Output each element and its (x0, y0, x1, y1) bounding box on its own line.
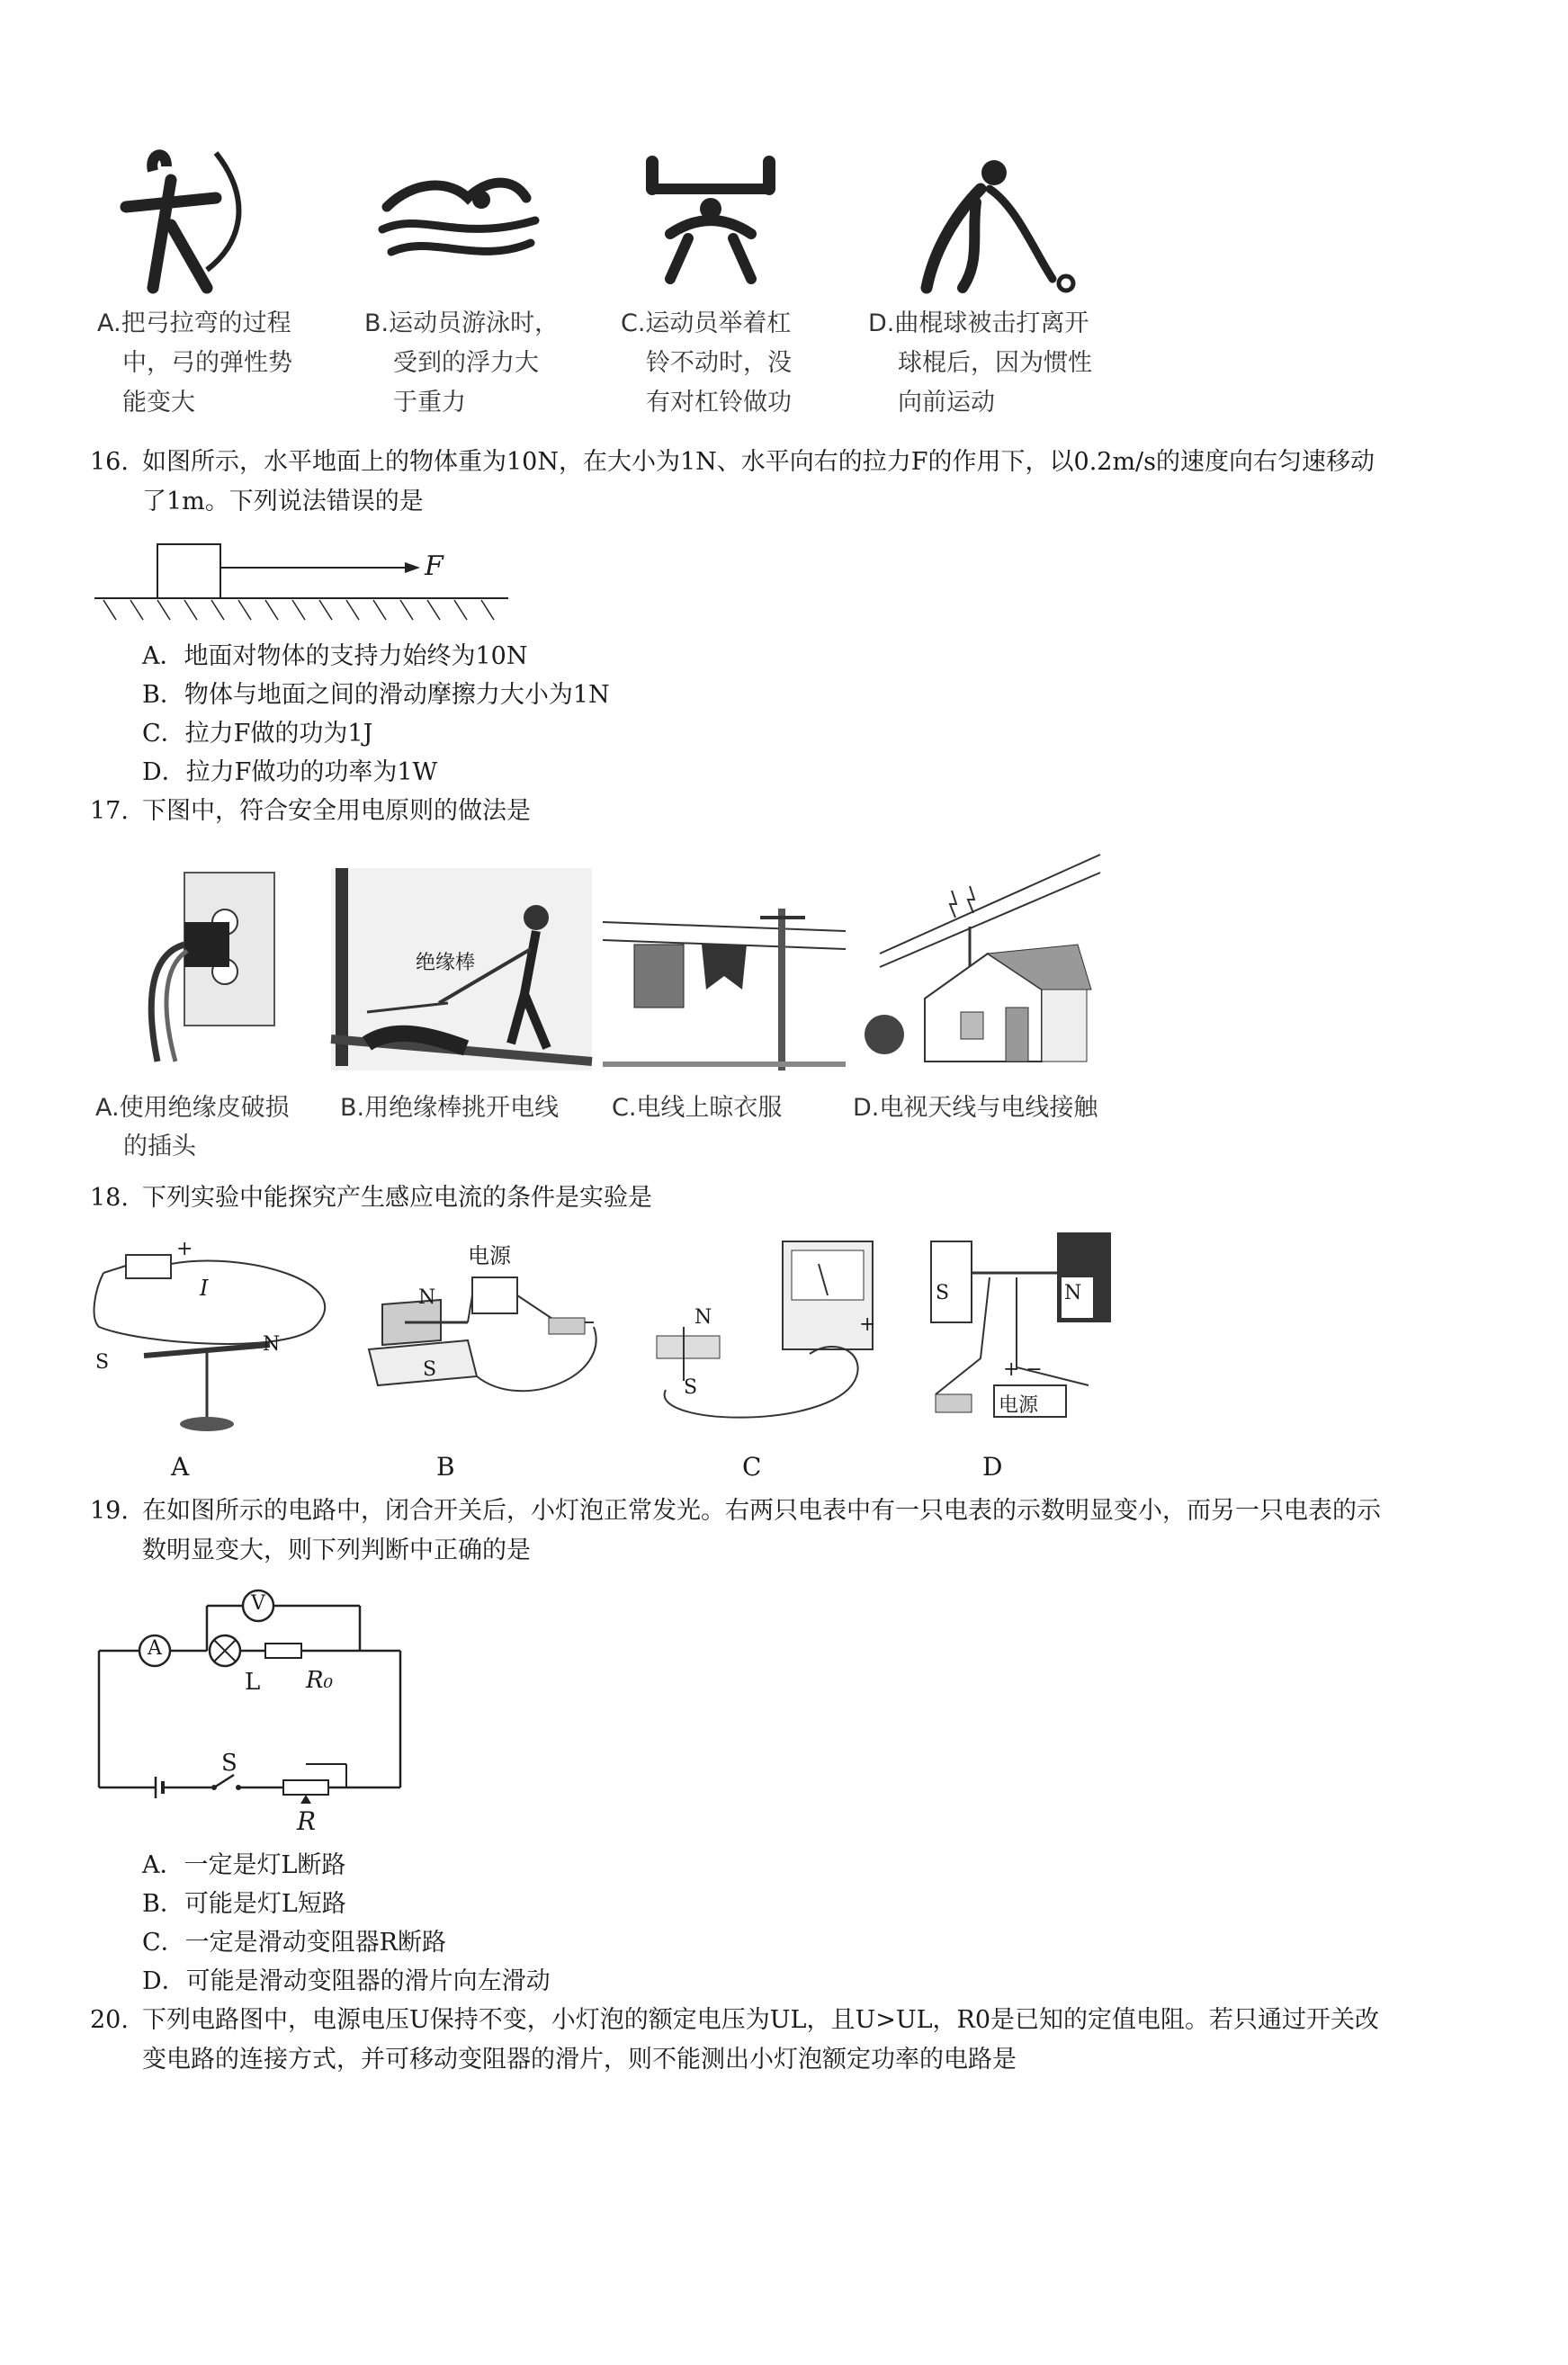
q18-d-s-label: S (936, 1282, 950, 1304)
q18-letter-b: B (436, 1452, 455, 1482)
q17-caption-a: A.使用绝缘皮破损 (95, 1094, 290, 1122)
q15-option-b-line1: B.运动员游泳时， (364, 309, 560, 337)
q18-c-s-label: S (684, 1376, 698, 1399)
q18-letter-a: A (171, 1452, 190, 1482)
q15-option-c-line2: 铃不动时，没 (646, 349, 792, 377)
q19-stem-line2: 数明显变大，则下列判断中正确的是 (142, 1536, 531, 1564)
q15-option-a (97, 304, 292, 423)
q16-option-d: D．拉力F做功的功率为1W (142, 758, 438, 786)
q20-text-line1: 下列电路图中，电源电压U保持不变，小灯泡的额定电压为UL，且U>UL，R0是已知的定值电阻。若只通过开关改 (142, 2006, 1380, 2034)
q16-force-label: F (425, 551, 444, 582)
q19-voltmeter-label: V (251, 1592, 265, 1615)
q18-number: 18. (90, 1184, 129, 1212)
q15-option-c-line3: 有对杠铃做功 (646, 389, 792, 417)
q18-stem (90, 1178, 652, 1218)
q19-lamp-label: L (245, 1669, 261, 1696)
q17-number: 17. (90, 797, 129, 825)
swimming-pictogram (378, 171, 540, 270)
q17-caption-c: C.电线上晾衣服 (612, 1094, 783, 1122)
q17-caption-a-line2: 的插头 (123, 1133, 196, 1160)
q18-c-n-label: N (694, 1306, 712, 1329)
q17-rod-label: 绝缘棒 (416, 952, 476, 974)
q18-d-n-label: N (1064, 1282, 1082, 1304)
q17-caption-d: D.电视天线与电线接触 (853, 1094, 1098, 1122)
q18-letter-d: D (982, 1452, 1003, 1482)
q19-switch-label: S (221, 1750, 237, 1777)
experiment-c-image (648, 1237, 891, 1430)
q18-c-plus-label: + (859, 1313, 876, 1336)
q16-text-line1: 如图所示，水平地面上的物体重为10N，在大小为1N、水平向右的拉力F的作用下，以0.2m/s的速度向右匀速移动 (142, 448, 1375, 476)
q18-b-n-label: N (418, 1286, 436, 1309)
q15-option-d-line3: 向前运动 (898, 389, 995, 417)
q18-a-current-label: I (200, 1276, 209, 1301)
q18-a-n-label: N (263, 1333, 281, 1356)
q18-letter-c: C (742, 1452, 762, 1482)
q18-a-plus-label: + (176, 1238, 193, 1260)
q16-block-diagram (94, 535, 513, 625)
weightlifting-pictogram (643, 153, 778, 288)
q18-b-s-label: S (423, 1358, 437, 1381)
q15-option-b (364, 304, 559, 423)
q17-stem (90, 792, 531, 831)
q18-b-source-label: 电源 (468, 1243, 511, 1268)
q15-option-d-line1: D.曲棍球被击打离开 (868, 309, 1089, 337)
clothes-on-wire-image (603, 900, 846, 1071)
q15-option-c (621, 304, 792, 423)
experiment-b-image (342, 1241, 621, 1430)
q19-stem-line1 (90, 1492, 1381, 1531)
antenna-touching-wire-image (862, 855, 1105, 1071)
q15-option-d (868, 304, 1092, 423)
q19-option-a: A．一定是灯L断路 (142, 1851, 346, 1879)
q17-caption-b: B.用绝缘棒挑开电线 (340, 1094, 560, 1122)
q15-option-a-line3: 能变大 (122, 389, 195, 417)
q18-a-s-label: S (95, 1351, 110, 1374)
q19-option-c: C．一定是滑动变阻器R断路 (142, 1929, 446, 1957)
q16-stem-line1 (90, 443, 1375, 482)
q15-option-b-line3: 于重力 (393, 389, 466, 417)
q15-option-c-line1: C.运动员举着杠 (621, 309, 792, 337)
q19-circuit-diagram (94, 1579, 409, 1849)
q19-number: 19. (90, 1497, 129, 1525)
q19-rheostat-label: R (297, 1806, 317, 1836)
q19-option-b: B．可能是灯L短路 (142, 1890, 346, 1918)
experiment-a-image (90, 1237, 342, 1435)
q18-text: 下列实验中能探究产生感应电流的条件是实验是 (142, 1184, 652, 1212)
archery-pictogram (117, 144, 243, 297)
q15-option-a-line1: A.把弓拉弯的过程 (97, 309, 291, 337)
q20-stem-line2: 变电路的连接方式，并可移动变阻器的滑片，则不能测出小灯泡额定功率的电路是 (142, 2046, 1017, 2074)
q19-option-d: D．可能是滑动变阻器的滑片向左滑动 (142, 1967, 551, 1995)
hockey-pictogram (909, 153, 1089, 297)
q16-stem-line2: 了1m。下列说法错误的是 (142, 488, 424, 515)
q19-ammeter-label: A (148, 1637, 162, 1660)
q18-d-source-label: 电源 (999, 1394, 1039, 1417)
q15-option-d-line2: 球棍后，因为惯性 (898, 349, 1092, 377)
q16-number: 16. (90, 448, 129, 476)
q18-d-pm-label: + − (1003, 1358, 1043, 1381)
q19-resistor-label: R₀ (306, 1667, 333, 1694)
q19-text-line1: 在如图所示的电路中，闭合开关后，小灯泡正常发光。右两只电表中有一只电表的示数明显变小，而另一只电表的示 (142, 1497, 1381, 1525)
q16-option-c: C．拉力F做的功为1J (142, 720, 373, 748)
q17-text: 下图中，符合安全用电原则的做法是 (142, 797, 531, 825)
q15-option-a-line2: 中，弓的弹性势 (122, 349, 292, 377)
q16-option-a: A．地面对物体的支持力始终为10N (142, 642, 528, 670)
q20-stem-line1 (90, 2001, 1379, 2040)
q20-number: 20. (90, 2006, 129, 2034)
q16-option-b: B．物体与地面之间的滑动摩擦力大小为1N (142, 681, 610, 709)
q15-option-b-line2: 受到的浮力大 (393, 349, 539, 377)
damaged-plug-image (135, 868, 279, 1066)
